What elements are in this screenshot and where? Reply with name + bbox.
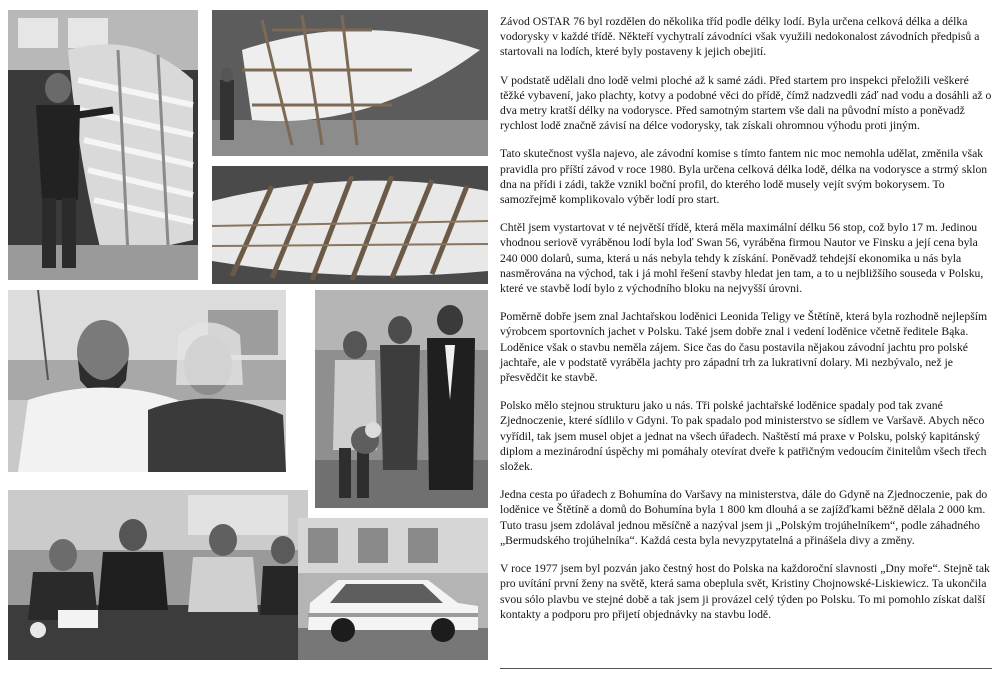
paragraph-6: Polsko mělo stejnou strukturu jako u nás. Tři polské jachtařské loděnice spadaly pod tak zvané Zjednoczenie, které sídlilo v Gdyni. To pak spadalo pod ministerstvo se sídlem ve Varšavě. Abych něco vyřídil, tak jsem musel objet a jednat na všech úřadech. Naštěstí má praxe v Polsku, polský kapitánský diplom a mezinárodní úspěchy mi pomáhaly otevírat dveře k patřičným vedoucím činitelům všech třech složek.: [500, 399, 987, 474]
photo-hull-frame-builder: [8, 10, 198, 280]
bottom-divider: [500, 668, 992, 669]
photo-two-laughing-people: [8, 290, 286, 472]
photo-hull-frame-closeup: [212, 166, 488, 284]
photo-white-car: [298, 518, 488, 660]
paragraph-7: Jedna cesta po úřadech z Bohumína do Varšavy na ministerstva, dále do Gdyně na Zjednoczenie, pak do loděnice ve Štětíně a domů do Bohumína byla 1 800 km dlouhá a se zajížďkami běžně dělala 2 000 km. Tuto trasu jsem zdolával jednou měsíčně a nazýval jsem ji „Polským trojúhelníkem“, podle záhadného „Bermudského trojúhelníka“. Každá cesta byla nevyzpytatelná a přinášela divy a změny.: [500, 488, 988, 547]
photo-hull-scaffolding: [212, 10, 488, 156]
paragraph-3: Tato skutečnost vyšla najevo, ale závodní komise s tímto fantem nic moc nemohla udělat, změnila však pravidla pro příští závod v roce 1980. Byla určena celková délka lodě, délka na vodorysce a strmý sklon dna na přídi i zádi, takže vznikl boční profil, do kterého lodě musely vejít svým bokorysem. To samozřejmě komplikovalo výběr lodí pro start.: [500, 147, 988, 207]
photo-meeting-table: [8, 490, 308, 660]
article-text: [500, 14, 992, 635]
photo-group-with-flowers: [315, 290, 488, 508]
paragraph-4: Chtěl jsem vystartovat v té největší třídě, která měla maximální délku 56 stop, což bylo 17 m. Jedinou vhodnou seriově vyráběnou lodí byla loď Swan 56, vyráběna firmou Nautor ve Finsku a její cena byla 240 000 dolarů, suma, která u nás nebyla tehdy k získání. Poněvadž tehdejší ekonomika u nás byla nasměrována na východ, tak i já mohl řešení stavby hledat jen tam, a to u nejbližšího souseda v Polsku, které ve stavbě lodí bylo z východního bloku na nejvyšší úrovni.: [500, 221, 984, 296]
paragraph-8: V roce 1977 jsem byl pozván jako čestný host do Polska na každoroční slavnosti „Dny moře“. Stejně tak pro uvítání první ženy na světě, která sama obeplula svět, Kristiny Chojnowské-Liskiewicz. Ta ukončila svou sólo plavbu ve stejné době a tak jsem ji provázel celý týden po Polsku. To mi pomohlo získat další kontakty a podporu pro přijetí objednávky na stavbu lodě.: [500, 562, 990, 621]
paragraph-5: Poměrně dobře jsem znal Jachtařskou loděnici Leonida Teligy ve Štětíně, která byla rozhodně nejlepším výrobcem sportovních jachet v Polsku. Také jsem dobře znal i vedení loděnice včetně ředitele Bąka. Loděnice však o stavbu neměla zájem. Sice čas do času postavila nějakou závodní jachtu pro polské jachtaře, ale v podstatě vyráběla jachty pro západní trh za lukrativní dolary. Mi nezbývalo, než je přesvědčit ke stavbě.: [500, 310, 988, 385]
paragraph-1: Závod OSTAR 76 byl rozdělen do několika tříd podle délky lodí. Byla určena celková délka a délka vodorysky v každé třídě. Někteří vychytralí závodníci však využili nedokonalost závodních předpisů a startovali na lodích, které byly postaveny k jejich obejití.: [500, 15, 980, 59]
paragraph-2: V podstatě udělali dno lodě velmi ploché až k samé zádi. Před startem pro inspekci přeložili veškeré těžké vybavení, jako plachty, kotvy a podobné věci do přídě, čímž nadzvedli záď nad vodu a dosáhli až o dva metry kratší délky na vodorysce. Před samotným startem vše dali na původní místo a poněvadž rychlost lodě značně závisí na délce vodorysky, tak získali ohromnou výhodu proti jiným.: [500, 73, 992, 133]
